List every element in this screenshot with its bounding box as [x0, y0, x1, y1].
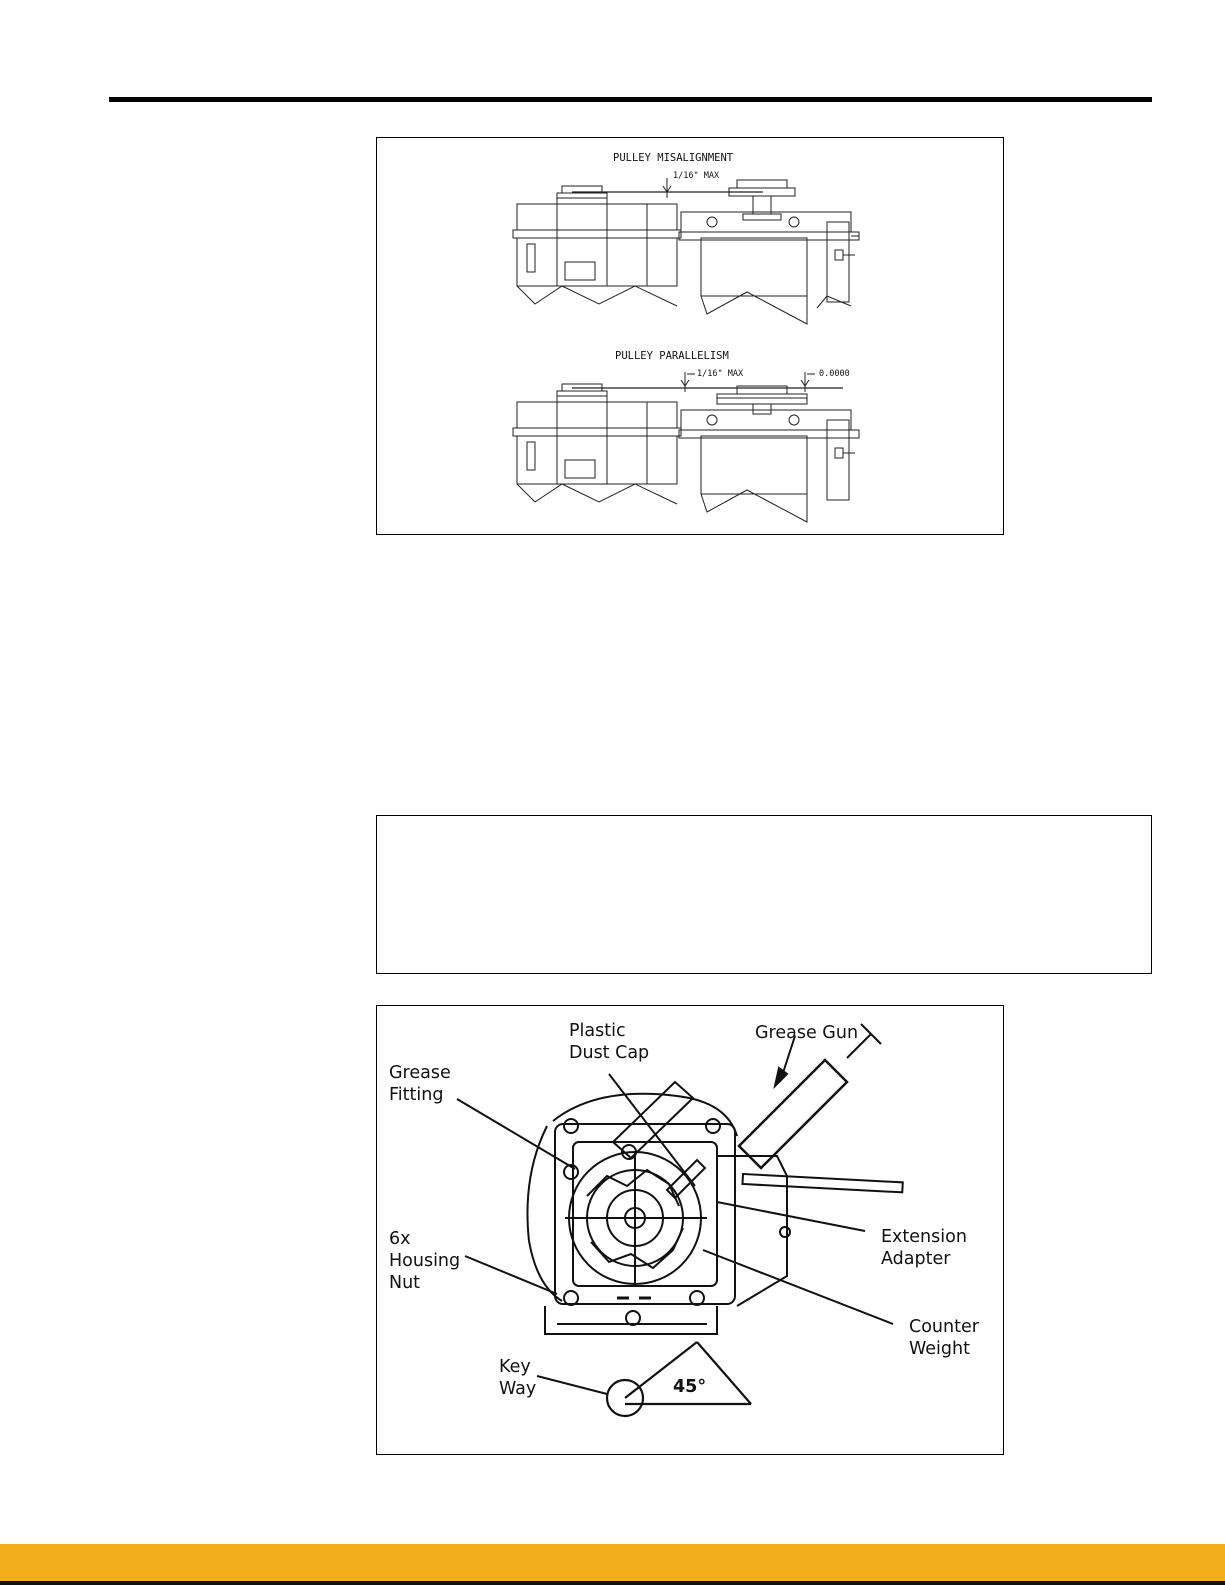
bearing-grease-figure [376, 1005, 1004, 1455]
pulley-alignment-drawing [377, 138, 1003, 534]
pulley-alignment-figure [376, 137, 1004, 535]
housing-nut-label-3: Nut [389, 1273, 421, 1293]
header-rule [109, 97, 1152, 102]
key-way-label-2: Way [499, 1379, 537, 1399]
pump-housing-drawing [527, 1024, 902, 1334]
plastic-dust-cap-label-2: Dust Cap [569, 1043, 650, 1063]
extension-adapter-label-2: Adapter [881, 1249, 951, 1269]
grease-fitting-label-2: Fitting [389, 1085, 444, 1105]
parallelism-title: PULLEY PARALLELISM [615, 350, 729, 362]
footer-edge [0, 1581, 1225, 1585]
parallelism-dimension: 1/16" MAX [697, 369, 744, 379]
housing-nut-label-2: Housing [389, 1251, 461, 1271]
angle-label: 45° [673, 1377, 707, 1397]
housing-nut-label-1: 6x [389, 1229, 411, 1249]
extension-adapter-label-1: Extension [881, 1227, 967, 1247]
footer-band [0, 1544, 1225, 1585]
misalignment-assembly [513, 178, 859, 324]
grease-fitting-label-1: Grease [389, 1063, 451, 1083]
counter-weight-label-1: Counter [909, 1317, 979, 1337]
bearing-grease-drawing [377, 1006, 1003, 1454]
key-way-label-1: Key [499, 1357, 531, 1377]
blank-text-box [376, 815, 1152, 974]
grease-gun-label: Grease Gun [755, 1023, 859, 1043]
misalignment-title: PULLEY MISALIGNMENT [613, 152, 734, 164]
parallelism-dimension-zero: 0.0000 [819, 369, 850, 379]
plastic-dust-cap-label-1: Plastic [569, 1021, 626, 1041]
counter-weight-label-2: Weight [909, 1339, 970, 1359]
parallelism-assembly [513, 372, 859, 522]
leader-lines [457, 1036, 893, 1394]
misalignment-dimension: 1/16" MAX [673, 171, 720, 181]
